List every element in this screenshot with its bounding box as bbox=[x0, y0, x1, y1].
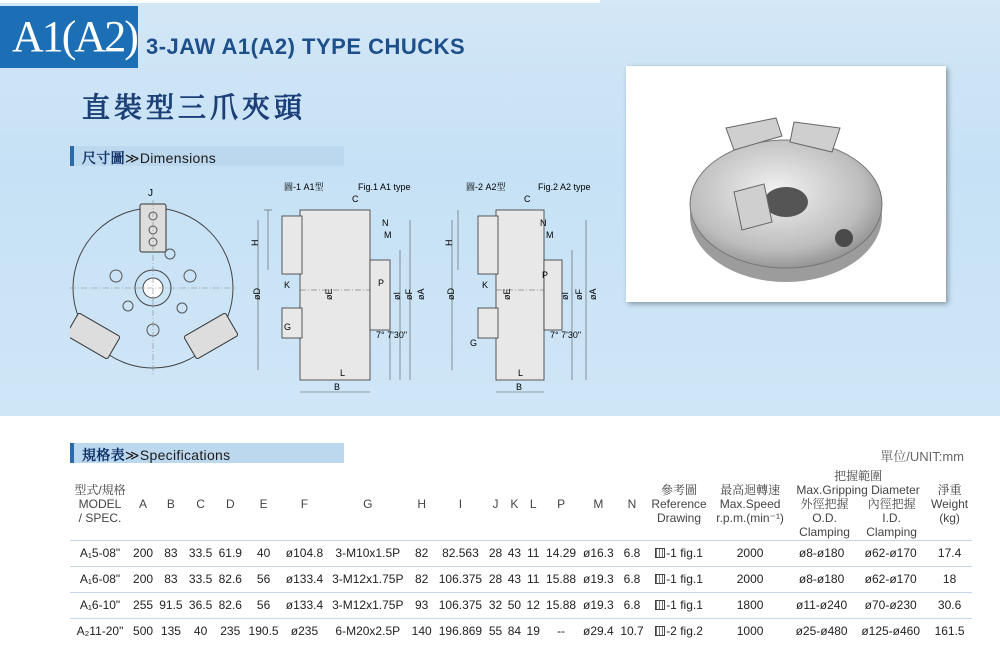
fig2-dim-n: N bbox=[540, 218, 547, 228]
cell-n: 6.8 bbox=[617, 592, 647, 618]
cell-j: 55 bbox=[486, 618, 505, 644]
cell-c: 33.5 bbox=[186, 566, 216, 592]
cell-model: A₂11-20" bbox=[70, 618, 130, 644]
cell-id: ø62-ø170 bbox=[854, 566, 927, 592]
cell-f: ø235 bbox=[282, 618, 327, 644]
cell-g: 3-M10x1.5P bbox=[327, 540, 409, 566]
fig2-cn-label: 圖-2 A2型 bbox=[466, 182, 506, 192]
fig1-cn-label: 圖-1 A1型 bbox=[284, 182, 324, 192]
cell-weight: 161.5 bbox=[927, 618, 972, 644]
cell-e: 56 bbox=[245, 566, 282, 592]
dim-label-n: N bbox=[382, 218, 389, 228]
fig1-en-label: Fig.1 A1 type bbox=[358, 182, 411, 192]
header-gripping: 把握範圍 Max.Gripping Diameter 外徑把握 O.D. Clamping 內徑把握 I.D. Clamping bbox=[796, 468, 920, 539]
fig2-dim-m: M bbox=[546, 230, 554, 240]
cell-p: 15.88 bbox=[543, 566, 580, 592]
dim-label-b: B bbox=[334, 382, 341, 392]
cell-g: 3-M12x1.75P bbox=[327, 566, 409, 592]
header-weight: 淨重 Weight (kg) bbox=[931, 482, 969, 525]
cell-i: 196.869 bbox=[435, 618, 486, 644]
cell-l: 12 bbox=[524, 592, 543, 618]
cell-m: ø19.3 bbox=[580, 566, 618, 592]
fig2-angle: 7° 7'30" bbox=[550, 330, 582, 340]
cell-f: ø133.4 bbox=[282, 592, 327, 618]
dim-label-k: K bbox=[284, 280, 291, 290]
cell-k: 43 bbox=[505, 566, 524, 592]
figure-icon bbox=[655, 600, 665, 610]
fig2-section-drawing bbox=[438, 180, 618, 402]
cell-m: ø29.4 bbox=[580, 618, 618, 644]
cell-model: A₁6-10" bbox=[70, 592, 130, 618]
angle-label: 7° 7'30" bbox=[376, 330, 408, 340]
cell-d: 61.9 bbox=[215, 540, 245, 566]
cell-od: ø11-ø240 bbox=[789, 592, 854, 618]
dim-label-f: øF bbox=[404, 289, 414, 300]
cell-e: 190.5 bbox=[245, 618, 282, 644]
cell-a: 255 bbox=[130, 592, 156, 618]
fig2-dim-d: øD bbox=[446, 288, 456, 300]
table-row bbox=[70, 592, 972, 618]
fig2-dim-c: C bbox=[524, 194, 531, 204]
table-row bbox=[70, 566, 972, 592]
header-k: K bbox=[510, 496, 519, 511]
fig2-dim-l: L bbox=[518, 368, 524, 378]
cell-k: 84 bbox=[505, 618, 524, 644]
dim-label-h: H bbox=[250, 239, 260, 246]
cell-speed: 2000 bbox=[711, 540, 789, 566]
cell-d: 82.6 bbox=[215, 566, 245, 592]
table-row bbox=[70, 618, 972, 644]
specifications-table bbox=[70, 468, 972, 644]
unit-label: 單位/UNIT:mm bbox=[880, 449, 964, 464]
dim-label-m: M bbox=[384, 230, 392, 240]
cell-a: 500 bbox=[130, 618, 156, 644]
cell-l: 19 bbox=[524, 618, 543, 644]
cell-d: 82.6 bbox=[215, 592, 245, 618]
cell-h: 82 bbox=[409, 540, 435, 566]
fig2-en-label: Fig.2 A2 type bbox=[538, 182, 591, 192]
cell-weight: 17.4 bbox=[927, 540, 972, 566]
header-c: C bbox=[196, 496, 205, 511]
chinese-title: 直裝型三爪夾頭 bbox=[82, 91, 307, 124]
cell-l: 11 bbox=[524, 540, 543, 566]
cell-h: 82 bbox=[409, 566, 435, 592]
cell-a: 200 bbox=[130, 540, 156, 566]
cell-ref: -1 fig.1 bbox=[647, 540, 711, 566]
dim-label-l: L bbox=[340, 368, 346, 378]
header-j: J bbox=[492, 496, 499, 511]
table-row bbox=[70, 540, 972, 566]
fig2-dim-p: P bbox=[542, 270, 549, 280]
figure-icon bbox=[655, 548, 665, 558]
header-i: I bbox=[458, 496, 463, 511]
fig2-dim-i: øI bbox=[560, 292, 570, 300]
header-l: L bbox=[529, 496, 537, 511]
cell-h: 140 bbox=[409, 618, 435, 644]
dim-label-d: øD bbox=[252, 288, 262, 300]
front-view-drawing bbox=[70, 180, 240, 380]
fig2-dim-a: øA bbox=[588, 288, 598, 300]
cell-n: 6.8 bbox=[617, 540, 647, 566]
cell-od: ø25-ø480 bbox=[789, 618, 854, 644]
model-logo: A1(A2) bbox=[0, 6, 138, 68]
cell-f: ø133.4 bbox=[282, 566, 327, 592]
header-b: B bbox=[166, 496, 175, 511]
cell-j: 28 bbox=[486, 540, 505, 566]
cell-f: ø104.8 bbox=[282, 540, 327, 566]
header-speed: 最高迴轉速 Max.Speed r.p.m.(min⁻¹) bbox=[716, 482, 784, 525]
dim-label-a: øA bbox=[416, 288, 426, 300]
dim-label-c: C bbox=[352, 194, 359, 204]
cell-k: 43 bbox=[505, 540, 524, 566]
cell-j: 32 bbox=[486, 592, 505, 618]
cell-model: A₁6-08" bbox=[70, 566, 130, 592]
fig2-dim-h: H bbox=[444, 239, 454, 246]
header-model: 型式/規格 MODEL / SPEC. bbox=[74, 482, 126, 525]
cell-b: 83 bbox=[156, 566, 186, 592]
cell-p: 15.88 bbox=[543, 592, 580, 618]
cell-p: -- bbox=[543, 618, 580, 644]
header-e: E bbox=[259, 496, 268, 511]
cell-l: 11 bbox=[524, 566, 543, 592]
cell-g: 6-M20x2.5P bbox=[327, 618, 409, 644]
cell-ref: -1 fig.1 bbox=[647, 592, 711, 618]
cell-weight: 30.6 bbox=[927, 592, 972, 618]
figure-icon bbox=[655, 574, 665, 584]
cell-id: ø62-ø170 bbox=[854, 540, 927, 566]
cell-od: ø8-ø180 bbox=[789, 540, 854, 566]
fig2-dim-e: øE bbox=[502, 288, 512, 300]
cell-g: 3-M12x1.75P bbox=[327, 592, 409, 618]
header-p: P bbox=[557, 496, 566, 511]
header-d: D bbox=[225, 496, 235, 511]
cell-c: 36.5 bbox=[186, 592, 216, 618]
cell-speed: 1800 bbox=[711, 592, 789, 618]
dim-label-e: øE bbox=[324, 288, 334, 300]
cell-ref: -2 fig.2 bbox=[647, 618, 711, 644]
cell-k: 50 bbox=[505, 592, 524, 618]
cell-id: ø70-ø230 bbox=[854, 592, 927, 618]
cell-a: 200 bbox=[130, 566, 156, 592]
header-a: A bbox=[139, 496, 148, 511]
product-photo bbox=[626, 66, 946, 302]
fig2-dim-f: øF bbox=[574, 289, 584, 300]
cell-e: 40 bbox=[245, 540, 282, 566]
cell-i: 106.375 bbox=[435, 592, 486, 618]
cell-e: 56 bbox=[245, 592, 282, 618]
fig2-dim-g: G bbox=[470, 338, 478, 348]
cell-speed: 1000 bbox=[711, 618, 789, 644]
fig2-dim-b: B bbox=[516, 382, 523, 392]
cell-m: ø16.3 bbox=[580, 540, 618, 566]
dim-label-j: J bbox=[148, 188, 153, 199]
dim-label-p: P bbox=[378, 278, 385, 288]
header-m: M bbox=[593, 496, 604, 511]
cell-d: 235 bbox=[215, 618, 245, 644]
spec-heading: 規格表≫Specifications bbox=[82, 447, 231, 464]
header-f: F bbox=[300, 496, 309, 511]
cell-b: 91.5 bbox=[156, 592, 186, 618]
cell-c: 33.5 bbox=[186, 540, 216, 566]
cell-n: 10.7 bbox=[617, 618, 647, 644]
header-h: H bbox=[417, 496, 427, 511]
cell-weight: 18 bbox=[927, 566, 972, 592]
cell-ref: -1 fig.1 bbox=[647, 566, 711, 592]
cell-j: 28 bbox=[486, 566, 505, 592]
header-g: G bbox=[363, 496, 373, 511]
cell-b: 83 bbox=[156, 540, 186, 566]
figure-icon bbox=[655, 626, 665, 636]
cell-id: ø125-ø460 bbox=[854, 618, 927, 644]
cell-i: 82.563 bbox=[435, 540, 486, 566]
fig1-section-drawing bbox=[248, 180, 438, 402]
dim-label-i: øI bbox=[392, 292, 402, 300]
dim-label-g: G bbox=[284, 322, 292, 332]
cell-speed: 2000 bbox=[711, 566, 789, 592]
dimensions-heading: 尺寸圖≫Dimensions bbox=[82, 150, 217, 167]
header-n: N bbox=[627, 496, 637, 511]
cell-h: 93 bbox=[409, 592, 435, 618]
cell-n: 6.8 bbox=[617, 566, 647, 592]
cell-c: 40 bbox=[186, 618, 216, 644]
cell-model: A₁5-08" bbox=[70, 540, 130, 566]
page-title: 3-JAW A1(A2) TYPE CHUCKS bbox=[146, 34, 466, 59]
cell-b: 135 bbox=[156, 618, 186, 644]
cell-p: 14.29 bbox=[543, 540, 580, 566]
cell-i: 106.375 bbox=[435, 566, 486, 592]
header-reference: 參考圖 Reference Drawing bbox=[651, 482, 707, 525]
cell-m: ø19.3 bbox=[580, 592, 618, 618]
cell-od: ø8-ø180 bbox=[789, 566, 854, 592]
fig2-dim-k: K bbox=[482, 280, 489, 290]
